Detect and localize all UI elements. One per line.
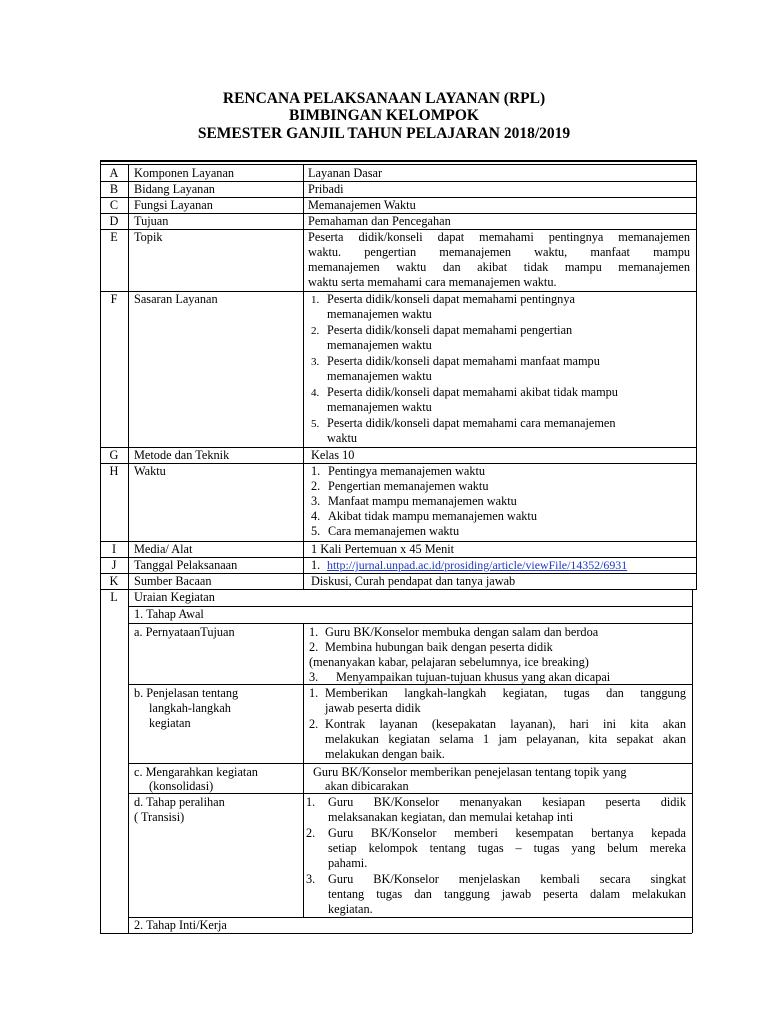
topik-line: waktu serta memahami cara memanajemen waktu. [308, 275, 557, 289]
row-value: Pribadi [308, 182, 344, 196]
list-item: Memberikan langkah-langkah kegiatan, tugas dan tanggung [325, 686, 686, 700]
document-title-line-2: BIMBINGAN KELOMPOK [289, 107, 479, 124]
list-item: Guru BK/Konselor menjelaskan kembali secara singkat [328, 872, 686, 886]
list-number: 3. [311, 494, 321, 508]
list-number: 1. [306, 795, 316, 809]
list-number: 1. [311, 464, 321, 478]
list-item-cont: (menanyakan kabar, pelajaran sebelumnya, ice breaking) [309, 655, 589, 669]
row-label: Bidang Layanan [134, 182, 215, 196]
list-item-cont: jawab peserta didik [325, 701, 421, 715]
row-value: 1 Kali Pertemuan x 45 Menit [311, 542, 455, 556]
list-item: Menyampaikan tujuan-tujuan khusus yang akan dicapai [336, 670, 611, 684]
list-item-cont: memanajemen waktu [327, 400, 432, 414]
activity-text: akan dibicarakan [325, 779, 409, 793]
list-number: 1. [311, 558, 321, 572]
list-item: Peserta didik/konseli dapat memahami pentingnya [327, 292, 575, 306]
row-label: Sumber Bacaan [134, 574, 212, 588]
list-number: 4. [311, 387, 320, 399]
list-number: 1. [309, 686, 319, 700]
activity-label: a. PernyataanTujuan [134, 625, 235, 639]
row-label: Media/ Alat [134, 542, 193, 556]
list-number: 4. [311, 509, 321, 523]
list-item: Peserta didik/konseli dapat memahami cara memanajemen [327, 416, 616, 430]
row-value: Pemahaman dan Pencegahan [308, 214, 451, 228]
topik-line: waktu. pengertian memanajemen waktu, manfaat mampu [308, 245, 690, 259]
list-number: 3. [309, 670, 319, 684]
activity-label: (konsolidasi) [149, 779, 214, 793]
row-code: J [111, 558, 117, 572]
activity-label: c. Mengarahkan kegiatan [134, 765, 258, 779]
list-item: Akibat tidak mampu memanajemen waktu [328, 509, 537, 523]
stage-heading: 2. Tahap Inti/Kerja [134, 918, 227, 932]
reference-link[interactable]: http://jurnal.unpad.ac.id/prosiding/article/viewFile/14352/6931 [327, 558, 628, 572]
list-item-cont: kegiatan. [328, 902, 373, 916]
list-item-cont: memanajemen waktu [327, 369, 432, 383]
row-label: Topik [134, 230, 163, 244]
row-value: Diskusi, Curah pendapat dan tanya jawab [311, 574, 516, 588]
row-label: Uraian Kegiatan [134, 590, 215, 604]
list-item: Manfaat mampu memanajemen waktu [328, 494, 517, 508]
list-item-cont: tentang tugas dan tanggung jawab peserta dalam melakukan [328, 887, 686, 901]
activity-label: d. Tahap peralihan [134, 795, 225, 809]
row-label: Komponen Layanan [134, 166, 235, 180]
activity-label: ( Transisi) [134, 810, 185, 824]
row-code: F [110, 292, 118, 306]
activity-label: kegiatan [149, 716, 191, 730]
row-code: H [109, 464, 119, 478]
list-number: 2. [306, 826, 316, 840]
row-label: Fungsi Layanan [134, 198, 213, 212]
list-item-cont: pahami. [328, 856, 368, 870]
list-item: Peserta didik/konseli dapat memahami akibat tidak mampu [327, 385, 618, 399]
activity-label: b. Penjelasan tentang [134, 686, 239, 700]
list-item-cont: memanajemen waktu [327, 307, 432, 321]
document-title-line-3: SEMESTER GANJIL TAHUN PELAJARAN 2018/2019 [197, 125, 571, 142]
list-item: Kontrak layanan (kesepakatan layanan), hari ini kita akan [325, 717, 686, 731]
list-item: Guru BK/Konselor membuka dengan salam dan berdoa [325, 625, 599, 639]
list-item: Guru BK/Konselor menanyakan kesiapan peserta didik [328, 795, 686, 809]
row-value: Layanan Dasar [308, 166, 383, 180]
list-item: Peserta didik/konseli dapat memahami manfaat mampu [327, 354, 600, 368]
row-code: B [109, 182, 119, 196]
row-value: Kelas 10 [311, 448, 355, 462]
list-number: 2. [309, 640, 319, 654]
row-code: E [110, 230, 118, 244]
list-number: 3. [311, 356, 320, 368]
list-number: 2. [311, 479, 321, 493]
list-item: Pentingya memanajemen waktu [328, 464, 486, 478]
activity-label: langkah-langkah [149, 701, 231, 715]
list-item-cont: waktu [327, 431, 358, 445]
list-item-cont: melaksanakan kegiatan, dan memulai ketahap inti [328, 810, 574, 824]
list-item: Membina hubungan baik dengan peserta didik [325, 640, 553, 654]
list-item-cont: melakukan dengan baik. [325, 747, 445, 761]
document-title-line-1: RENCANA PELAKSANAAN LAYANAN (RPL) [222, 90, 546, 107]
row-code: C [109, 198, 119, 212]
list-number: 2. [311, 325, 320, 337]
row-label: Tujuan [134, 214, 169, 228]
list-item-cont: setiap kelompok tentang tugas – tugas yang belum mereka [328, 841, 686, 855]
list-number: 1. [311, 294, 320, 306]
list-item: Peserta didik/konseli dapat memahami pengertian [327, 323, 573, 337]
list-number: 5. [311, 524, 321, 538]
topik-line: memanajemen waktu dan akibat tidak mampu memanajemen [308, 260, 690, 274]
row-code: I [111, 542, 117, 556]
stage-heading: 1. Tahap Awal [134, 607, 204, 621]
row-code: D [109, 214, 119, 228]
topik-line: Peserta didik/konseli dapat memahami pentingnya memanajemen [308, 230, 690, 244]
list-number: 1. [309, 625, 319, 639]
row-label: Waktu [134, 464, 166, 478]
row-code: L [110, 590, 118, 604]
list-item: Guru BK/Konselor memberi kesempatan bertanya kepada [328, 826, 686, 840]
row-value: Memanajemen Waktu [308, 198, 416, 212]
list-item: Cara memanajemen waktu [328, 524, 460, 538]
row-label: Tanggal Pelaksanaan [134, 558, 238, 572]
row-label: Metode dan Teknik [134, 448, 230, 462]
list-number: 2. [309, 717, 319, 731]
list-number: 5. [311, 418, 320, 430]
row-code: K [109, 574, 119, 588]
row-code: G [109, 448, 119, 462]
row-code: A [109, 166, 119, 180]
list-number: 3. [306, 872, 316, 886]
activity-text: Guru BK/Konselor memberikan penejelasan tentang topik yang [313, 765, 627, 779]
list-item-cont: melakukan kegiatan selama 1 jam pelayanan, kita sepakat akan [325, 732, 686, 746]
list-item-cont: memanajemen waktu [327, 338, 432, 352]
list-item: Pengertian memanajemen waktu [328, 479, 489, 493]
row-label: Sasaran Layanan [134, 292, 218, 306]
